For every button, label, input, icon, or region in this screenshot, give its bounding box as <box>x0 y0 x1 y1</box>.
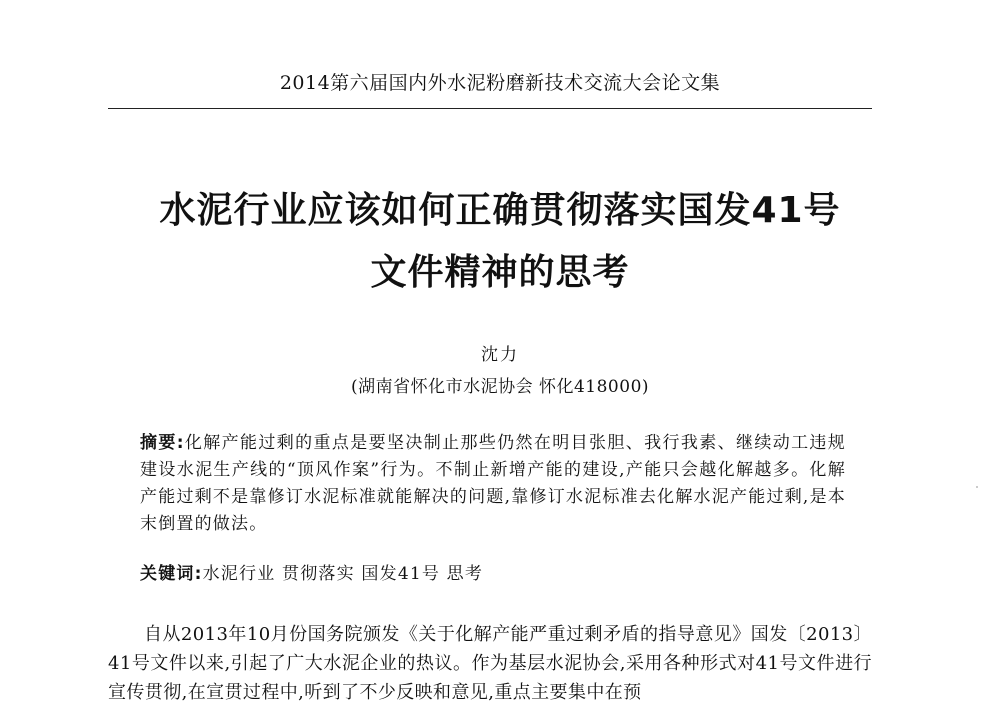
keywords-text: 水泥行业 贯彻落实 国发41号 思考 <box>202 564 484 584</box>
running-header: 2014第六届国内外水泥粉磨新技术交流大会论文集 <box>279 72 721 94</box>
header-rule <box>108 108 872 109</box>
title-line-1: 水泥行业应该如何正确贯彻落实国发41号 <box>159 190 841 231</box>
author-affiliation: (湖南省怀化市水泥协会 怀化418000) <box>350 377 650 397</box>
abstract-label: 摘要: <box>140 433 185 453</box>
author-name: 沈力 <box>481 345 519 365</box>
keywords <box>140 561 846 588</box>
body-paragraph-1: 自从2013年10月份国务院颁发《关于化解产能严重过剩矛盾的指导意见》国发〔2013〕41号文件以来,引起了广大水泥企业的热议。作为基层水泥协会,采用各种形式对41号文件进行宣传贯彻,在宣贯过程中,听到了不少反映和意见,重点主要集中在预 <box>108 624 872 703</box>
title-line-2: 文件精神的思考 <box>370 252 630 293</box>
abstract <box>140 430 846 538</box>
abstract-text: 化解产能过剩的重点是要坚决制止那些仍然在明目张胆、我行我素、继续动工违规建设水泥生产线的“顶风作案”行为。不制止新增产能的建设,产能只会越化解越多。化解产能过剩不是靠修订水泥标准就能解决的问题,靠修订水泥标准去化解水泥产能过剩,是本末倒置的做法。 <box>140 433 847 534</box>
scan-speck <box>976 486 978 488</box>
keywords-label: 关键词: <box>140 564 203 584</box>
